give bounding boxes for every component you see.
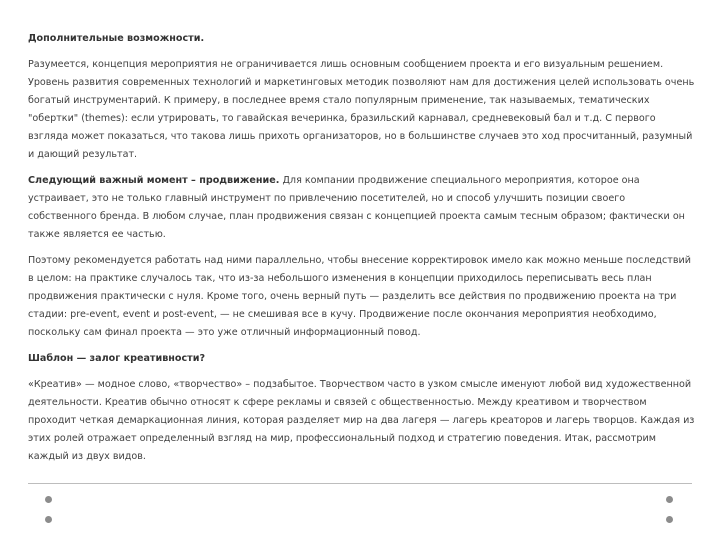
- paragraph-template-heading: [28, 350, 696, 368]
- bullet-dot-icon: [45, 516, 52, 523]
- paragraph-recommendation: [28, 252, 696, 342]
- section-heading: Дополнительные возможности.: [28, 33, 205, 44]
- paragraph-lead: Следующий важный момент – продвижение.: [28, 175, 280, 186]
- bullet-dot-icon: [666, 496, 673, 503]
- paragraph-text: Для компании продвижение специального мероприятия, которое она устраивает, это не только главный инструмент по привлечению посетителей, но и способ улучшить позиции своего собственного бренда. В любом случае, план продвижения связан с концепцией проекта самым тесным образом; фактически он также является ее частью.: [28, 175, 685, 240]
- document-body: [28, 30, 696, 474]
- bullet-dot-icon: [45, 496, 52, 503]
- paragraph-text: Поэтому рекомендуется работать над ними параллельно, чтобы внесение корректировок имело как можно меньше последствий в целом: на практике случалось так, что из-за небольшого изменения в концепции приходилось переписывать весь план продвижения практически с нуля. Кроме того, очень верный путь — разделить все действия по продвижению проекта на три стадии: pre-event, event и post-event, — не смешивая все в кучу. Продвижение после окончания мероприятия необходимо, поскольку сам финал проекта — это уже отличный информационный повод.: [28, 255, 692, 338]
- paragraph-text: Разумеется, концепция мероприятия не ограничивается лишь основным сообщением проекта и его визуальным решением. Уровень развития современных технологий и маркетинговых методик позволяют нам для достижения целей использовать очень богатый инструментарий. К примеру, в последнее время стало популярным применение, так называемых, тематических "обертки" (themes): если утрировать, то гавайская вечеринка, бразильский карнавал, средневековый бал и т.д. С первого взгляда может показаться, что такова лишь прихоть организаторов, но в большинстве случаев это ход просчитанный, разумный и дающий результат.: [28, 59, 695, 160]
- paragraph-creative: [28, 376, 696, 466]
- paragraph-concept: [28, 56, 696, 164]
- footer-divider: [28, 483, 692, 484]
- paragraph-lead: Шаблон — залог креативности?: [28, 353, 206, 364]
- bullet-dot-icon: [666, 516, 673, 523]
- paragraph-promotion: [28, 172, 696, 244]
- paragraph-text: «Креатив» — модное слово, «творчество» – подзабытое. Творчеством часто в узком смысле именуют любой вид художественной деятельности. Креатив обычно относят к сфере рекламы и связей с общественностью. Между креативом и творчеством проходит четкая демаркационная линия, которая разделяет мир на два лагеря — лагерь креаторов и лагерь творцов. Каждая из этих ролей отражает определенный взгляд на мир, профессиональный подход и стратегию поведения. Итак, рассмотрим каждый из двух видов.: [28, 379, 695, 462]
